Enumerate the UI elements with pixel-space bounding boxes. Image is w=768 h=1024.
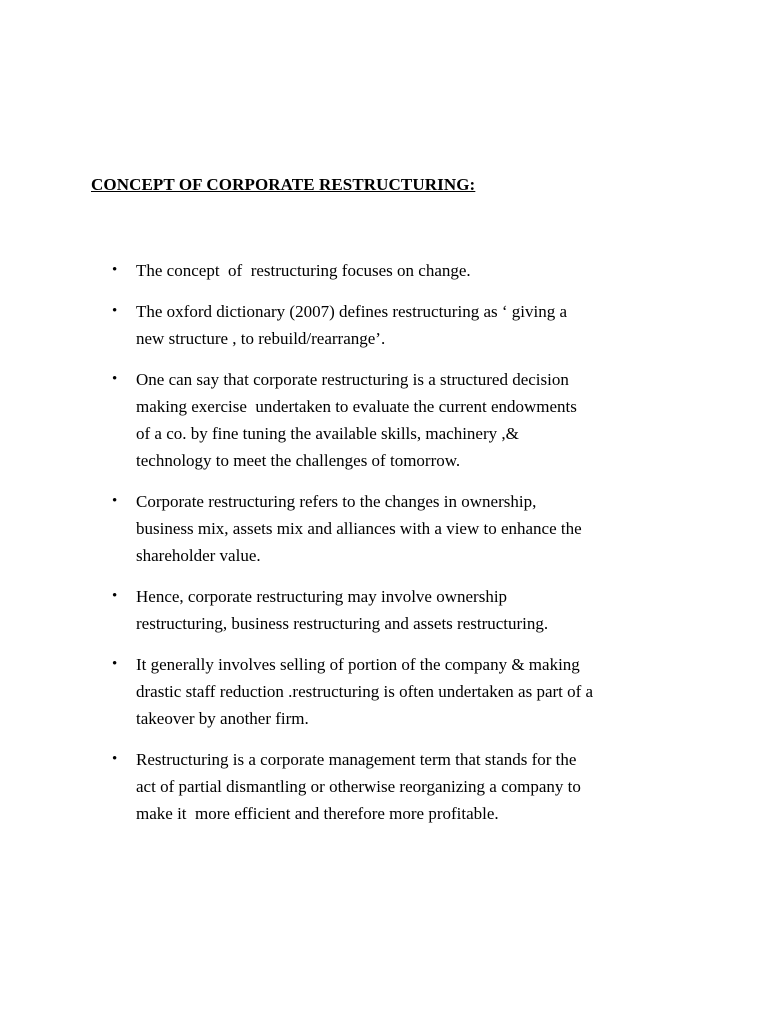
text-line: takeover by another firm.: [136, 709, 309, 728]
bullet-icon: •: [112, 371, 118, 387]
bullet-icon: •: [112, 588, 118, 604]
text-line: Corporate restructuring refers to the changes in ownership,: [136, 492, 537, 511]
bullet-icon: •: [112, 751, 118, 767]
text-line: new structure , to rebuild/rearrange’.: [136, 329, 386, 348]
text-line: making exercise undertaken to evaluate the current endowments: [136, 397, 577, 416]
text-line: The oxford dictionary (2007) defines restructuring as ‘ giving a: [136, 302, 568, 321]
list-item: [112, 583, 672, 637]
text-line: shareholder value.: [136, 546, 261, 565]
list-item: [112, 257, 672, 284]
text-line: business mix, assets mix and alliances with a view to enhance the: [136, 519, 582, 538]
list-item: [112, 746, 672, 827]
text-line: of a co. by fine tuning the available skills, machinery ,&: [136, 424, 519, 443]
list-item: [112, 488, 672, 569]
text-line: make it more efficient and therefore more profitable.: [136, 804, 499, 823]
text-line: It generally involves selling of portion of the company & making: [136, 655, 580, 674]
bullet-icon: •: [112, 303, 118, 319]
text-line: drastic staff reduction .restructuring is often undertaken as part of a: [136, 682, 594, 701]
bullet-icon: •: [112, 262, 118, 278]
list-item: [112, 366, 672, 474]
text-line: Hence, corporate restructuring may involve ownership: [136, 587, 508, 606]
text-line: One can say that corporate restructuring is a structured decision: [136, 370, 569, 389]
list-item: [112, 651, 672, 732]
text-line: restructuring, business restructuring and assets restructuring.: [136, 614, 549, 633]
list-item: [112, 298, 672, 352]
page-heading: CONCEPT OF CORPORATE RESTRUCTURING:: [91, 175, 476, 194]
bullet-list: [112, 257, 672, 841]
text-line: Restructuring is a corporate management term that stands for the: [136, 750, 577, 769]
text-line: act of partial dismantling or otherwise reorganizing a company to: [136, 777, 581, 796]
bullet-icon: •: [112, 493, 118, 509]
bullet-icon: •: [112, 656, 118, 672]
text-line: technology to meet the challenges of tomorrow.: [136, 451, 461, 470]
text-line: The concept of restructuring focuses on change.: [136, 261, 471, 280]
